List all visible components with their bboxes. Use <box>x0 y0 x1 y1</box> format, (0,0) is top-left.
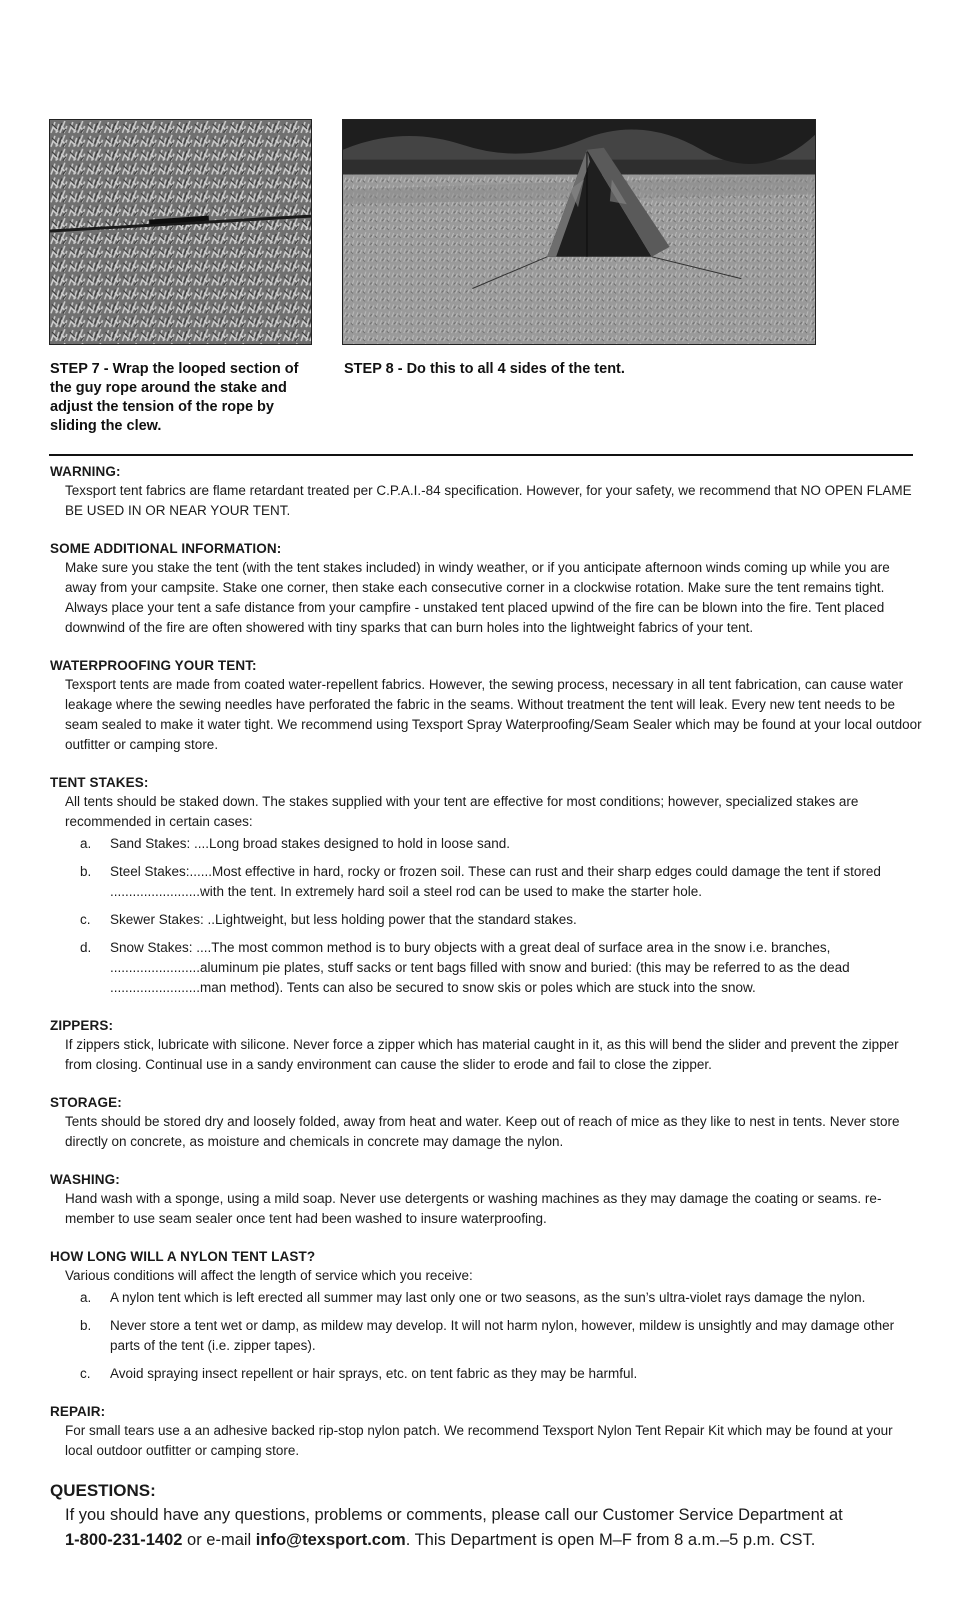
additional-info-body: Make sure you stake the tent (with the tent stakes included) in windy weather, or if you anticipate afternoon winds coming up while you are away from your campsite. Stake one corner, then stake each consecutive corner in a clockwise rotation. Make sure the tent remains tight. Always place your tent a safe distance from your campfire - unstaked tent placed upwind of the fire can be blown into the fire. Tent placed downwind of the fire are often showered with tiny sparks that can burn holes into the lightweight fabrics of your tent. <box>65 560 890 635</box>
section-divider <box>49 454 913 456</box>
list-marker: b. <box>80 864 92 879</box>
list-item-text: Never store a tent wet or damp, as mildew may develop. It will not harm nylon, however, mildew is unsightly and may damage other parts of the tent (i.e. zipper tapes). <box>110 1318 895 1353</box>
tent-stakes-heading: TENT STAKES: <box>50 775 149 790</box>
washing-section <box>50 1170 914 1229</box>
step8-caption: STEP 8 - Do this to all 4 sides of the tent. <box>344 361 625 377</box>
questions-heading: QUESTIONS: <box>50 1481 156 1500</box>
waterproofing-heading: WATERPROOFING YOUR TENT: <box>50 658 257 673</box>
warning-section <box>50 462 914 521</box>
phone-number[interactable]: 1-800-231-1402 <box>65 1531 183 1549</box>
step7-photo <box>49 119 312 345</box>
list-marker: a. <box>80 836 92 851</box>
zippers-section <box>50 1016 914 1075</box>
warning-body: Texsport tent fabrics are flame retardant treated per C.P.A.I.-84 specification. However, for your safety, we recommend that NO OPEN FLAME BE USED IN OR NEAR YOUR TENT. <box>65 483 912 518</box>
questions-intro: If you should have any questions, problems or comments, please call our Customer Service Department at <box>65 1506 843 1524</box>
list-item <box>65 1364 914 1384</box>
email-prefix: or e-mail <box>182 1531 256 1549</box>
repair-body: For small tears use a an adhesive backed rip-stop nylon patch. We recommend Texsport Nylon Tent Repair Kit which may be found at your local outdoor outfitter or camping store. <box>65 1423 893 1458</box>
step7-caption: STEP 7 - Wrap the looped section of the guy rope around the stake and adjust the tension of the rope by sliding the clew. <box>50 361 299 434</box>
list-marker: b. <box>80 1318 92 1333</box>
storage-section <box>50 1093 914 1152</box>
washing-heading: WASHING: <box>50 1172 120 1187</box>
repair-section <box>50 1402 914 1461</box>
list-marker: a. <box>80 1290 92 1305</box>
list-item-text: A nylon tent which is left erected all summer may last only one or two seasons, as the sun’s ultra-violet rays damage the nylon. <box>110 1290 866 1305</box>
step8-photo <box>342 119 816 345</box>
waterproofing-section <box>50 656 922 755</box>
zippers-heading: ZIPPERS: <box>50 1018 114 1033</box>
list-item <box>65 1316 914 1356</box>
nylon-life-heading: HOW LONG WILL A NYLON TENT LAST? <box>50 1249 316 1264</box>
questions-body <box>50 1503 914 1553</box>
list-item-text: Snow Stakes: ....The most common method is to bury objects with a great deal of surface area in the snow i.e. branches, ........................aluminum pie plates, stuff sacks or tent bags filled with snow and buried: (this may be referred to as the dead ........................man method). Tents can also be secured to snow skis or poles which are stuck into the snow. <box>110 940 850 995</box>
storage-heading: STORAGE: <box>50 1095 122 1110</box>
email-link[interactable]: info@texsport.com <box>255 1531 406 1549</box>
washing-body: Hand wash with a sponge, using a mild soap. Never use detergents or washing machines as they may damage the coating or seams. re-member to use seam sealer once tent had been washed to insure waterproofing. <box>65 1191 882 1226</box>
list-marker: d. <box>80 940 92 955</box>
hours-text: . This Department is open M–F from 8 a.m.–5 p.m. CST. <box>405 1531 816 1549</box>
list-item <box>65 862 914 902</box>
additional-info-section <box>50 539 914 638</box>
grass-stake-image <box>50 120 311 344</box>
list-item <box>65 910 914 930</box>
list-item <box>65 834 914 854</box>
nylon-life-list <box>65 1288 914 1384</box>
list-marker: c. <box>80 1366 91 1381</box>
instructions-content <box>50 462 922 1571</box>
tent-stakes-body: All tents should be staked down. The stakes supplied with your tent are effective for most conditions; however, specialized stakes are recommended in certain cases: <box>65 794 859 829</box>
storage-body: Tents should be stored dry and loosely folded, away from heat and water. Keep out of reach of mice as they like to nest in tents. Never store directly on concrete, as moisture and chemicals in concrete may damage the nylon. <box>65 1114 900 1149</box>
list-item-text: Avoid spraying insect repellent or hair sprays, etc. on tent fabric as they may be harmful. <box>110 1366 638 1381</box>
list-item-text: Steel Stakes:......Most effective in hard, rocky or frozen soil. These can rust and their sharp edges could damage the tent if stored ........................with the tent. In extremely hard soil a steel rod can be used to make the starter hole. <box>110 864 881 899</box>
nylon-life-body: Various conditions will affect the length of service which you receive: <box>65 1268 473 1283</box>
waterproofing-body: Texsport tents are made from coated water-repellent fabrics. However, the sewing process, necessary in all tent fabrication, can cause water leakage where the sewing needles have perforated the fabric in the seams. Without treatment the tent will leak. Every new tent needs to be seam sealed to make it water tight. We recommend using Texsport Spray Waterproofing/Seam Sealer which may be found at your local outdoor outfitter or camping store. <box>65 677 922 752</box>
additional-info-heading: SOME ADDITIONAL INFORMATION: <box>50 541 282 556</box>
list-item-text: Skewer Stakes: ..Lightweight, but less holding power that the standard stakes. <box>110 912 577 927</box>
tent-on-lawn-image <box>343 120 815 344</box>
list-item <box>65 1288 914 1308</box>
zippers-body: If zippers stick, lubricate with silicone. Never force a zipper which has material caught in it, as this will bend the slider and prevent the zipper from closing. Continual use in a sandy environment can cause the slider to erode and fail to close the zipper. <box>65 1037 899 1072</box>
tent-stakes-section <box>50 773 914 998</box>
questions-section <box>50 1479 914 1553</box>
warning-heading: WARNING: <box>50 464 121 479</box>
list-item <box>65 938 914 998</box>
list-item-text: Sand Stakes: ....Long broad stakes designed to hold in loose sand. <box>110 836 511 851</box>
nylon-life-section <box>50 1247 914 1384</box>
repair-heading: REPAIR: <box>50 1404 106 1419</box>
list-marker: c. <box>80 912 91 927</box>
tent-stakes-list <box>65 834 914 998</box>
